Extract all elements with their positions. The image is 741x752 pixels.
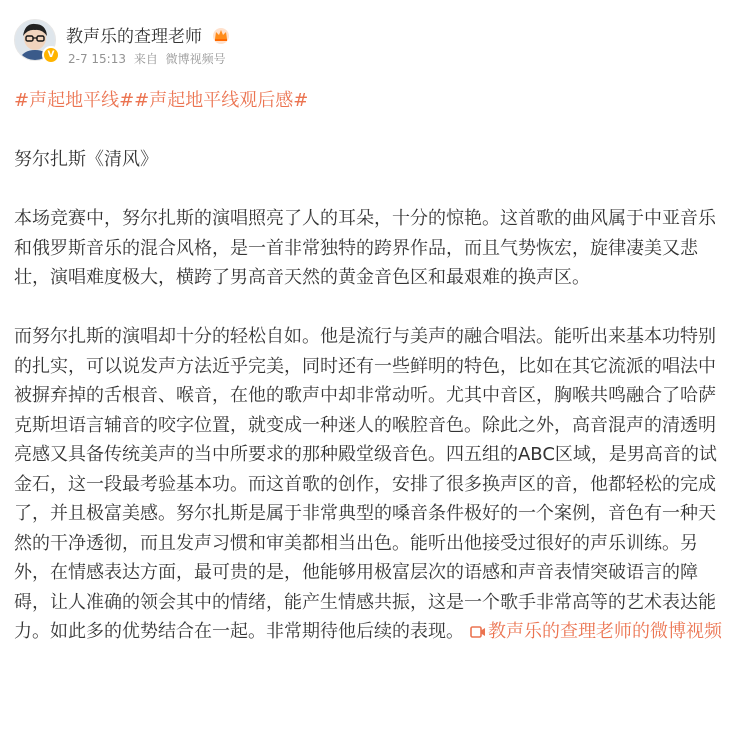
verified-badge-icon: V [42,46,60,64]
author-name[interactable]: 教声乐的查理老师 [66,27,202,47]
source-prefix: 来自 [133,52,158,66]
paragraph-1: 本场竞赛中，努尔扎斯的演唱照亮了人的耳朵，十分的惊艳。这首歌的曲风属于中亚音乐和俄罗斯音乐的混合风格，是一首非常独特的跨界作品，而且气势恢宏，旋律凄美又悲壮，演唱难度极大，横跨了男高音天然的黄金音色区和最艰难的换声区。 [14,208,716,288]
post-time[interactable]: 2-7 15:13 [68,52,126,66]
video-link[interactable]: 教声乐的查理老师的微博视频 [488,621,722,642]
hashtag-2[interactable]: #声起地平线观后感# [134,90,309,111]
song-title-line: 努尔扎斯《清风》 [14,149,158,170]
hashtag-line [14,86,726,116]
post-source[interactable]: 微博视频号 [165,52,226,66]
paragraph-2-text: 而努尔扎斯的演唱却十分的轻松自如。他是流行与美声的融合唱法。能听出来基本功特别的扎实，可以说发声方法近乎完美，同时还有一些鲜明的特色，比如在其它流派的唱法中被摒弃掉的舌根音、喉音，在他的歌声中却非常动听。尤其中音区，胸喉共鸣融合了哈萨克斯坦语言辅音的咬字位置，就变成一种迷人的喉腔音色。除此之外，高音混声的清透明亮感又具备传统美声的当中所要求的那种殿堂级音色。四五组的ABC区域，是男高音的试金石，这一段最考验基本功。而这首歌的创作，安排了很多换声区的音，他都轻松的完成了，并且极富美感。努尔扎斯是属于非常典型的嗓音条件极好的一个案例，音色有一种天然的干净透彻，而且发声习惯和审美都相当出色。能听出他接受过很好的声乐训练。另外，在情感表达方面，最可贵的是，他能够用极富层次的语感和声音表情突破语言的障碍，让人准确的领会其中的情绪，能产生情感共振，这是一个歌手非常高等的艺术表达能力。如此多的优势结合在一起。非常期待他后续的表现。 [14,326,717,642]
paragraph-2 [14,322,726,649]
post-content [14,86,726,649]
post-meta [68,50,230,67]
hashtag-1[interactable]: #声起地平线# [14,90,135,111]
video-link-icon[interactable] [470,619,486,649]
vip-crown-icon[interactable] [211,26,231,48]
